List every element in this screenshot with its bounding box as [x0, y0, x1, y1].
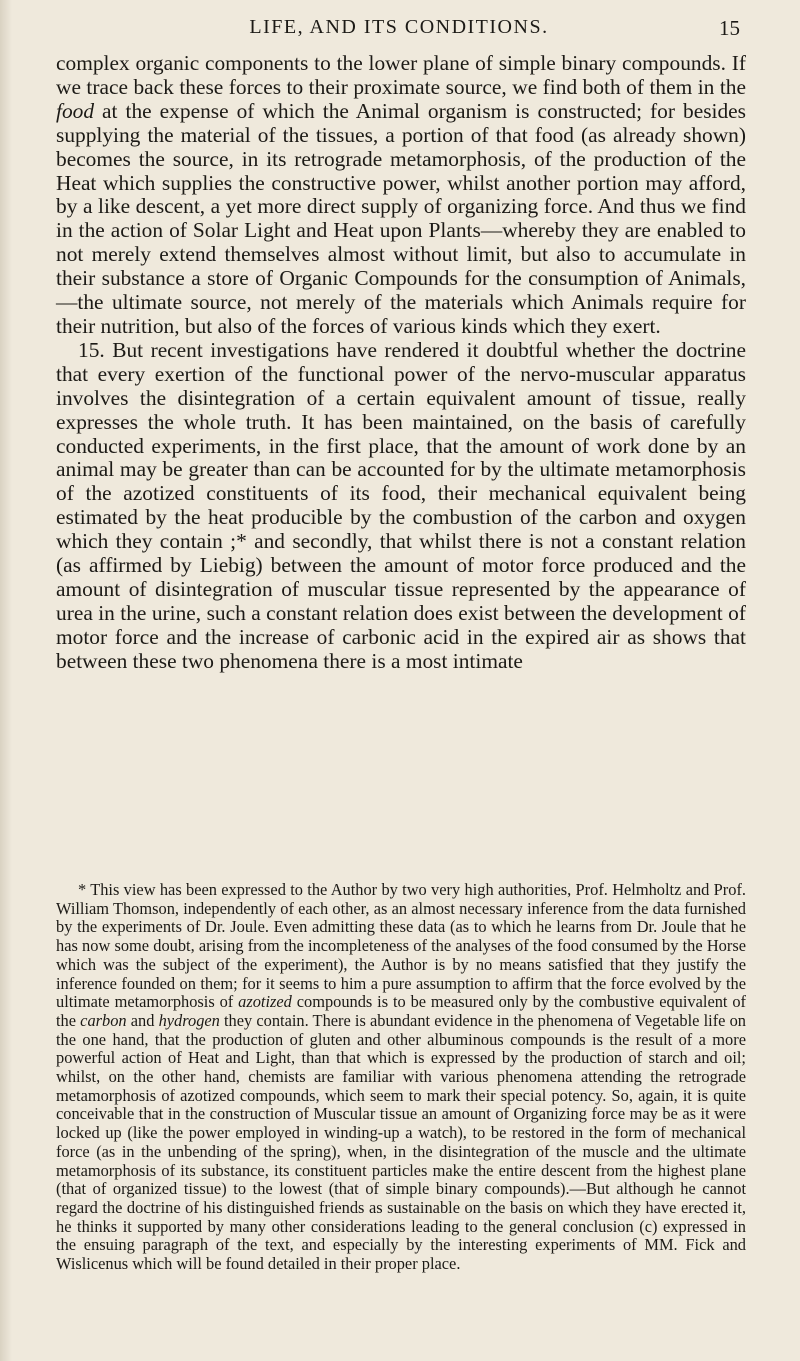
footnote-text-d: they contain. There is abundant evidence in the phenomena of Vegetable life on the one hand, that the production of gluten and other albuminous compounds is the result of a more powerful action of Heat and Light, than that which is expressed by the production of starch and oil; whilst, on the other hand, chemists are familiar with various phenomena attending the retrograde metamorphosis of azotized compounds, which seem to mark their special potency. So, again, it is quite conceivable that in the construction of Muscular tissue an amount of Organizing force may be as it were locked up (like the power employed in winding-up a watch), to be restored in the form of mechanical force (as in the unbending of the spring), when, in the disintegration of the muscle and the ultimate metamorphosis of its substance, its constituent particles make the entire descent from the highest plane (that of organized tissue) to the lowest (that of simple binary compounds).—But although he cannot regard the doctrine of his distinguished friends as sustainable on the basis on which they have erected it, he thinks it supported by many other considerations leading to the general conclusion (c) expressed in the ensuing paragraph of the text, and especially by the interesting experiments of MM. Fick and Wislicenus which will be found detailed in their proper place.: [56, 1010, 746, 1274]
paragraph-15: 15. But recent investigations have rendered it doubtful whether the doctrine that every exertion of the functional power of the nervo-muscular apparatus involves the disintegration of a certain equivalent amount of tissue, really expresses the whole truth. It has been maintained, on the basis of carefully conducted experiments, in the first place, that the amount of work done by an animal may be greater than can be accounted for by the ultimate metamorphosis of the azotized constituents of its food, their mechanical equivalent being estimated by the heat producible by the combustion of the carbon and oxygen which they contain ;* and secondly, that whilst there is not a constant relation (as affirmed by Liebig) between the amount of motor force produced and the amount of disintegration of muscular tissue represented by the appearance of urea in the urine, such a constant relation does exist between the development of motor force and the increase of carbonic acid in the expired air as shows that between these two phenomena there is a most intimate: [56, 337, 746, 673]
page-number: 15: [719, 16, 740, 40]
page-gutter-shadow: [0, 0, 12, 1361]
main-text: [56, 52, 746, 674]
footnote-italic-azotized: azotized: [238, 992, 292, 1012]
footnote-italic-carbon: carbon: [80, 1010, 127, 1030]
running-head-title: LIFE, AND ITS CONDITIONS.: [249, 16, 549, 38]
footnote-text-a: * This view has been expressed to the Author by two very high authorities, Prof. Helmholtz and Prof. William Thomson, independently of each other, as an almost necessary inference from the data furnished by the experiments of Dr. Joule. Even admitting these data (as to which he learns from Dr. Joule that he has now some doubt, arising from the incompleteness of the analyses of the food consumed by the Horse which was the subject of the experiment), the Author is by no means satisfied that they justify the inference founded on them; for it seems to him a pure assumption to affirm that the force evolved by the ultimate metamorphosis of: [56, 880, 746, 1012]
footnote-text: [56, 881, 746, 1274]
paragraph-1-italic-food: food: [56, 98, 95, 123]
footnote-italic-hydrogen: hydrogen: [158, 1010, 220, 1030]
footnote-text-b: compounds is to be measured only by the combustive equivalent of the: [56, 992, 746, 1030]
running-head: [58, 16, 740, 42]
paragraph-1: [56, 52, 746, 339]
footnote: [56, 881, 746, 1274]
paragraph-1-text-b: at the expense of which the Animal organism is constructed; for besides supplying the material of the tissues, a portion of that food (as already shown) becomes the source, in its retrograde metamorphosis, of the production of the Heat which supplies the constructive power, whilst another portion may afford, by a like descent, a yet more direct supply of organizing force. And thus we find in the action of Solar Light and Heat upon Plants—whereby they are enabled to not merely extend themselves almost without limit, but also to accumulate in their substance a store of Organic Compounds for the consumption of Animals,—the ultimate source, not merely of the materials which Animals require for their nutrition, but also of the forces of various kinds which they exert.: [56, 98, 746, 338]
paragraph-1-text-a: complex organic components to the lower plane of simple binary compounds. If we trace back these forces to their proximate source, we find both of them in the: [56, 51, 746, 99]
footnote-text-c: and: [126, 1010, 159, 1030]
